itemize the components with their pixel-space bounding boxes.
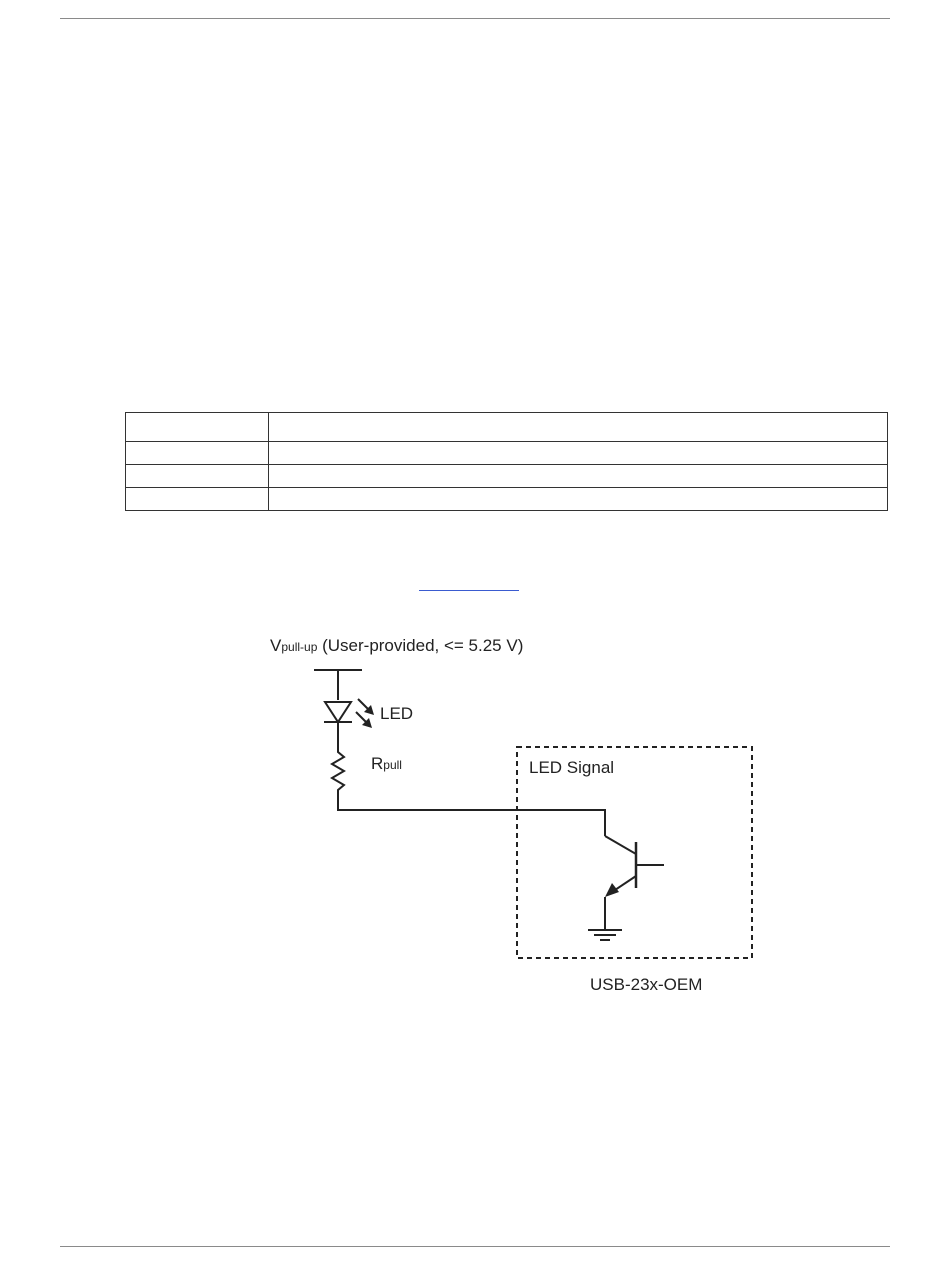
footer-rule [60, 1246, 890, 1247]
led-symbol [324, 699, 374, 728]
signal-wire [338, 808, 605, 836]
resistor-symbol [332, 748, 344, 808]
vpullup-label: Vpull-up (User-provided, <= 5.25 V) [270, 636, 524, 655]
led-label: LED [380, 704, 414, 723]
device-label: USB-23x-OEM [590, 975, 703, 994]
ground-icon [588, 930, 622, 940]
npn-transistor-symbol [605, 836, 664, 929]
rpull-label: Rpull [371, 754, 402, 773]
led-signal-label: LED Signal [529, 758, 615, 777]
